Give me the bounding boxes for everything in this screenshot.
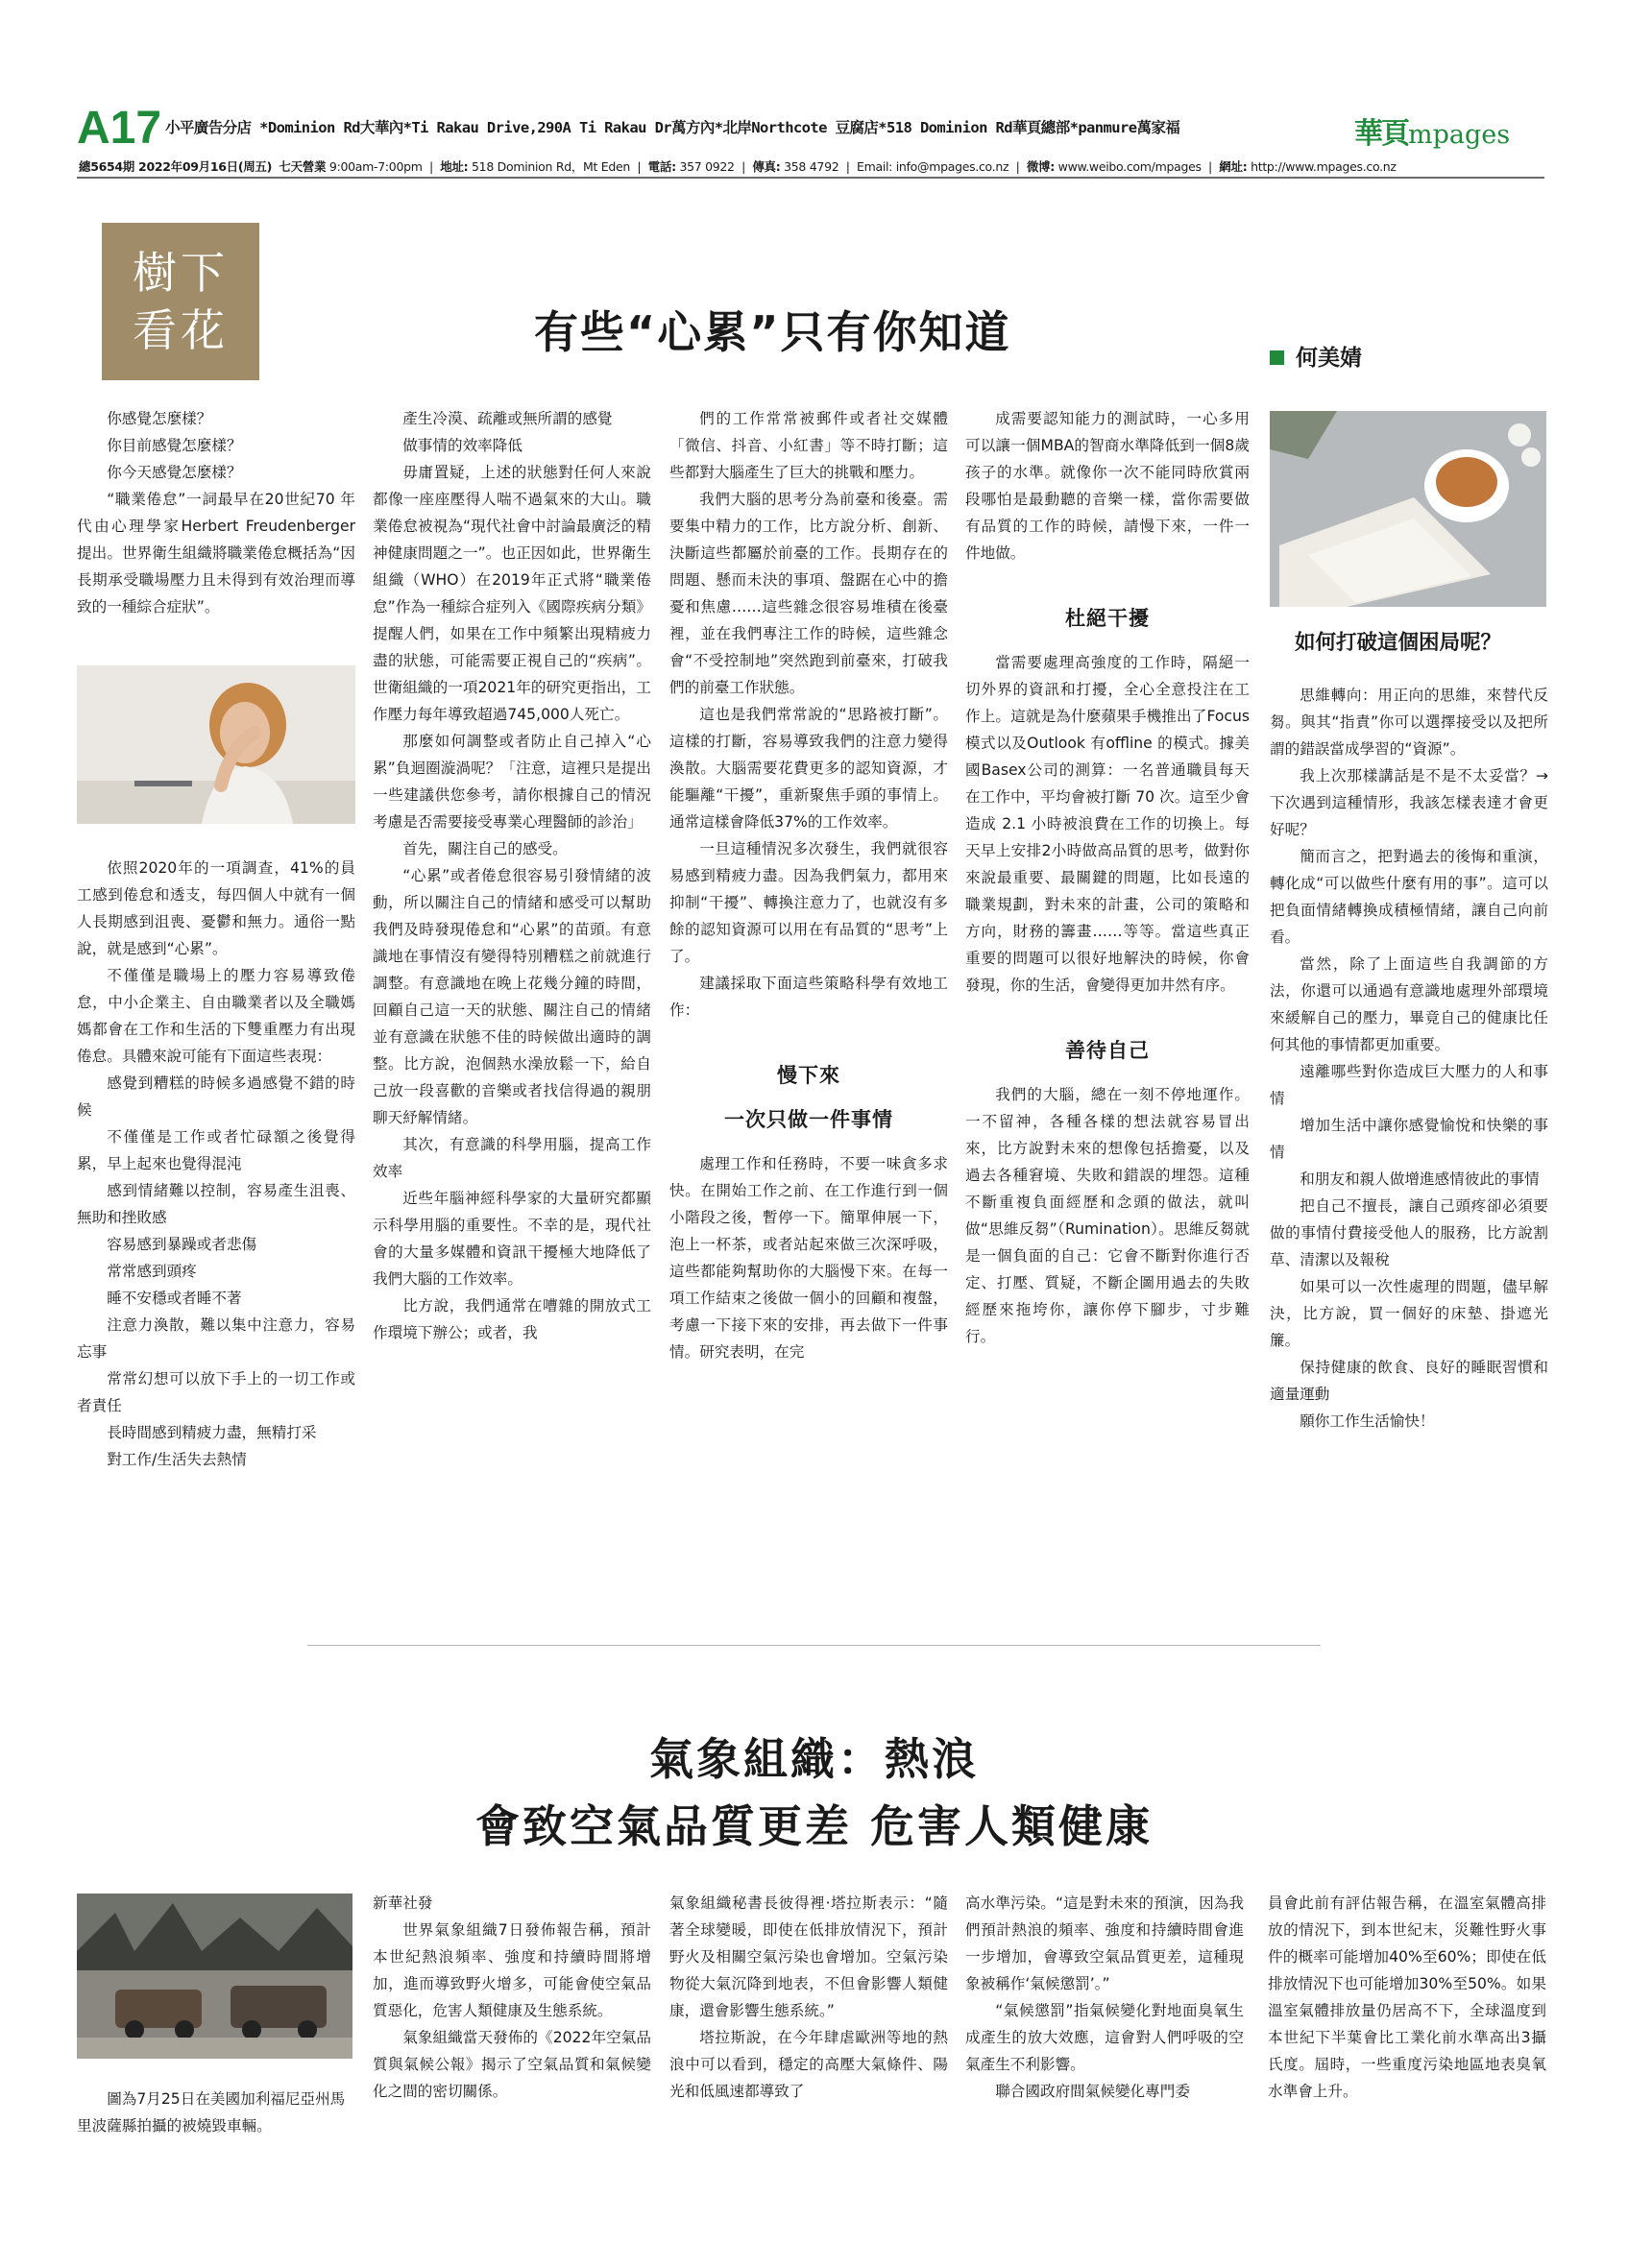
hours-label: 七天營業 xyxy=(279,159,327,174)
paragraph: 聯合國政府間氣候變化專門委 xyxy=(995,2083,1190,2100)
tea-and-book-illustration xyxy=(1270,411,1546,607)
paragraph: 我上次那樣講話是不是不太妥當？→ 下次遇到這種情形，我該怎樣表達才會更好呢？ xyxy=(1270,767,1548,838)
paragraph: 塔拉斯說，在今年肆虐歐洲等地的熱浪中可以看到，穩定的高壓大氣條件、陽光和低風速都導致了 xyxy=(669,2029,948,2100)
paragraph: 世界氣象組織7日發佈報告稱，預計本世紀熱浪頻率、強度和持續時間將增加，進而導致野火增多，可能會使空氣品質惡化，危害人類健康及生態系統。 xyxy=(373,1921,651,2019)
paragraph: “職業倦怠”一詞最早在20世紀70 年代由心理學家Herbert Freudenberger 提出。世界衛生組織將職業倦怠概括為“因長期承受職場壓力且未得到有效治理而導致的一種綜合症狀”。 xyxy=(77,491,355,615)
paragraph: 氣象組織當天發佈的《2022年空氣品質與氣候公報》揭示了空氣品質和氣候變化之間的密切關係。 xyxy=(373,2029,651,2100)
website-link[interactable]: http://www.mpages.co.nz xyxy=(1251,159,1397,174)
paragraph: 處理工作和任務時，不要一味貪多求快。在開始工作之前、在工作進行到一個小階段之後，暫停一下。簡單伸展一下，泡上一杯茶，或者站起來做三次深呼吸，這些都能夠幫助你的大腦慢下來。在每一項工作結束之後做一個小的回顧和複盤，考慮一下接下來的安排，再去做下一件事情。研究表明，在完 xyxy=(669,1155,948,1361)
paragraph: 思維轉向：用正向的思維，來替代反芻。與其“指責”你可以選擇接受以及把所謂的錯誤當成學習的“資源”。 xyxy=(1270,687,1548,758)
paragraph: 常常幻想可以放下手上的一切工作或者責任 xyxy=(77,1370,355,1414)
byline-square-icon xyxy=(1270,350,1284,365)
mpages-logo xyxy=(1354,109,1510,152)
paragraph: 建議採取下面這些策略科學有效地工作： xyxy=(669,975,948,1019)
paragraph: 們的工作常常被郵件或者社交媒體「微信、抖音、小紅書」等不時打斷；這些都對大腦產生了巨大的挑戰和壓力。 xyxy=(669,410,948,481)
paragraph: 簡而言之，把對過去的後悔和重演，轉化成“可以做些什麼有用的事”。這可以把負面情緒轉換成積極情緒，讓自己向前看。 xyxy=(1270,848,1548,946)
page-number: A17 xyxy=(77,103,162,154)
paragraph: “氣候懲罰”指氣候變化對地面臭氧生成產生的放大效應，這會對人們呼吸的空氣產生不利影響。 xyxy=(965,2002,1244,2073)
article2-title-line-1: 氣象組織：熱浪 xyxy=(649,1733,979,1785)
paragraph: 注意力渙散，難以集中注意力，容易忘事 xyxy=(77,1316,355,1361)
paragraph: 那麼如何調整或者防止自己掉入“心累”負迴圈漩渦呢？「注意，這裡只是提出一些建議供您參考，請你根據自己的情況考慮是否需要接受專業心理醫師的診治」 xyxy=(373,733,651,831)
tea-and-book-photo xyxy=(1270,411,1546,607)
paragraph: 你感覺怎麼樣？ xyxy=(107,410,212,427)
author-name: 何美婧 xyxy=(1296,345,1362,371)
article1-column-3 xyxy=(669,405,948,1365)
paragraph: 高水準污染。“這是對未來的預演，因為我們預計熱浪的頻率、強度和持續時間會進一步增加，會導致空氣品質更差，這種現象被稱作‘氣候懲罰’。” xyxy=(965,1894,1244,1992)
article1-column-1-bottom xyxy=(77,855,355,1473)
paragraph: 員會此前有評估報告稱，在溫室氣體高排放的情況下，到本世紀末，災難性野火事件的概率可能增加40%至60%；即使在低排放情況下也可能增加30%至50%。如果溫室氣體排放量仍居高不下，全球溫度到本世紀下半葉會比工業化前水準高出3攝氏度。屆時，一些重度污染地區地表臭氧水準會上升。 xyxy=(1268,1894,1546,2100)
paragraph: 把自己不擅長，讓自己頭疼卻必須要做的事情付費接受他人的服務，比方說割草、清潔以及報稅 xyxy=(1270,1197,1548,1268)
paragraph: 願你工作生活愉快！ xyxy=(1300,1412,1435,1430)
hours: 9:00am-7:00pm xyxy=(328,159,423,174)
paragraph: 做事情的效率降低 xyxy=(402,437,522,454)
article1-column-5 xyxy=(1270,682,1548,1435)
address-label: 地址: xyxy=(440,159,469,174)
breaking-the-deadlock-heading: 如何打破這個困局呢？ xyxy=(1295,631,1502,655)
weibo-link[interactable]: www.weibo.com/mpages xyxy=(1057,159,1202,174)
paragraph: 對工作/生活失去熱情 xyxy=(107,1451,247,1468)
paragraph: 近些年腦神經科學家的大量研究都顯示科學用腦的重要性。不幸的是，現代社會的大量多媒體和資訊干擾極大地降低了我們大腦的工作效率。 xyxy=(373,1190,651,1288)
article2-column-4 xyxy=(1268,1890,1546,2105)
web-label: 網址: xyxy=(1219,159,1248,174)
article2-column-3 xyxy=(965,1890,1244,2105)
paragraph: 感到情緒難以控制，容易產生沮喪、無助和挫敗感 xyxy=(77,1182,355,1226)
paragraph: 增加生活中讓你感覺愉悅和快樂的事情 xyxy=(1270,1117,1548,1161)
paragraph: 和朋友和親人做增進感情彼此的事情 xyxy=(1300,1170,1540,1188)
phone-label: 電話: xyxy=(647,159,676,174)
paragraph: 依照2020年的一項調查，41%的員工感到倦怠和透支，每四個人中就有一個人長期感到沮喪、憂鬱和無力。通俗一點說，就是感到“心累”。 xyxy=(77,859,355,957)
paragraph: 氣象組織秘書長彼得裡·塔拉斯表示：“隨著全球變暖，即使在低排放情況下，預計野火及相關空氣污染也會增加。空氣污染物從大氣沉降到地表，不但會影響人類健康，還會影響生態系統。” xyxy=(669,1894,948,2019)
paragraph: 長時間感到精疲力盡，無精打采 xyxy=(107,1424,317,1441)
fax-label: 傳真: xyxy=(752,159,781,174)
paragraph: 保持健康的飲食、良好的睡眠習慣和適量運動 xyxy=(1270,1359,1548,1403)
burned-vehicles-photo xyxy=(77,1894,352,2059)
header-divider xyxy=(77,177,1544,179)
phone: 357 0922 xyxy=(679,159,735,174)
paragraph: 比方說，我們通常在嘈雜的開放式工作環境下辦公；或者，我 xyxy=(373,1297,651,1341)
article2-title-line-2: 會致空氣品質更差 危害人類健康 xyxy=(474,1800,1153,1852)
article1-column-4 xyxy=(965,405,1250,1350)
paragraph: 一旦這種情況多次發生，我們就很容易感到精疲力盡。因為我們氣力，都用來抑制“干擾”、轉換注意力了，也就沒有多餘的認知資源可以用在有品質的“思考”上了。 xyxy=(669,840,948,965)
paragraph: 感覺到糟糕的時候多過感覺不錯的時候 xyxy=(77,1074,355,1119)
paragraph: 不僅僅是職場上的壓力容易導致倦怠，中小企業主、自由職業者以及全職媽媽都會在工作和生活的下雙重壓力有出現倦怠。具體來說可能有下面這些表現： xyxy=(77,967,355,1065)
paragraph: 遠離哪些對你造成巨大壓力的人和事情 xyxy=(1270,1063,1548,1107)
paragraph: 如果可以一次性處理的問題，儘早解決，比方說，買一個好的床墊、掛遮光簾。 xyxy=(1270,1278,1548,1349)
burned-vehicles-illustration xyxy=(77,1894,352,2059)
paragraph: 其次，有意識的科學用腦，提高工作效率 xyxy=(373,1136,651,1180)
subheading-one-thing: 一次只做一件事情 xyxy=(724,1107,893,1131)
column-badge-line2: 看花 xyxy=(133,304,229,356)
article-title: 有些“心累”只有你知道 xyxy=(534,306,1011,358)
paragraph: 產生冷漠、疏離或無所謂的感覺 xyxy=(402,410,613,427)
paragraph: 我們的大腦，總在一刻不停地運作。一不留神，各種各樣的想法就容易冒出來，比方說對未來的想像包括擔憂，以及過去各種窘境、失敗和錯誤的埋怨。這種不斷重複負面經歷和念頭的做法，就叫做“思維反芻”（Rumination）。思維反芻就是一個負面的自己：它會不斷對你進行否定、打壓、質疑，不斷企圖用過去的失敗經歷來拖垮你，讓你停下腳步，寸步難行。 xyxy=(965,1086,1250,1345)
header-info-line: 總5654期 2022年09月16日(周五) 七天營業 9:00am-7:00pm | 地址: 518 Dominion Rd，Mt Eden | 電話: 357 0922 | 傳真: 358 4792 | Email: info@mpages.co.nz | 微博: www.weibo.com/mpages | 網址: http://www.mpages.co.nz xyxy=(79,159,1397,174)
subheading-slow-down: 慢下來 xyxy=(777,1063,840,1087)
paragraph: 常常感到頭疼 xyxy=(107,1263,197,1280)
author-byline xyxy=(1270,340,1362,372)
paragraph: “心累”或者倦怠很容易引發情緒的波動，所以關注自己的情緒和感受可以幫助我們及時發現倦怠和“心累”的苗頭。有意識地在事情沒有變得特別糟糕之前就進行調整。有意識地在晚上花幾分鐘的時間，回顧自己這一天的狀態、關注自己的情緒並有意識在狀態不佳的時候做出適時的調整。比方說，泡個熱水澡放鬆一下，給自己放一段喜歡的音樂或者找信得過的親朋聊天紓解情緒。 xyxy=(373,867,651,1126)
email[interactable]: Email: info@mpages.co.nz xyxy=(856,159,1009,174)
photo-caption: 圖為7月25日在美國加利福尼亞州馬里波薩縣拍攝的被燒毀車輛。 xyxy=(77,2090,346,2135)
article-divider xyxy=(307,1645,1321,1646)
paragraph: 不僅僅是工作或者忙碌額之後覺得累，早上起來也覺得混沌 xyxy=(77,1128,355,1172)
paragraph: 當然，除了上面這些自我調節的方法，你還可以通過有意識地處理外部環境來緩解自己的壓力，畢竟自己的健康比任何其他的事情都更加重要。 xyxy=(1270,955,1548,1053)
paragraph: 你目前感覺怎麼樣？ xyxy=(107,437,242,454)
paragraph: 我們大腦的思考分為前臺和後臺。需要集中精力的工作，比方說分析、創新、決斷這些都屬於前臺的工作。長期存在的問題、懸而未決的事項、盤踞在心中的擔憂和焦慮……這些雜念很容易堆積在後臺裡，並在我們專注工作的時候，這些雜念會“不受控制地”突然跑到前臺來，打破我們的前臺工作狀態。 xyxy=(669,491,948,696)
paragraph: 當需要處理高強度的工作時，隔絕一切外界的資訊和打擾，全心全意投注在工作上。這就是為什麼蘋果手機推出了Focus 模式以及Outlook 有offline 的模式。據美國Basex公司的測算：一名普通職員每天在工作中，平均會被打斷 70 次。這至少會造成 2.1 小時被浪費在工作的切換上。每天早上安排2小時做高品質的思考，做對你來說最重要、最關鍵的問題，比如長遠的職業規劃，對未來的計畫，公司的策略和方向，財務的籌畫……等等。當這些真正重要的問題可以很好地解決的時候，你會發現，你的生活，會變得更加井然有序。 xyxy=(965,654,1250,994)
woman-headache-photo xyxy=(77,665,355,824)
article2-column-2 xyxy=(669,1890,948,2105)
paragraph: 毋庸置疑，上述的狀態對任何人來說都像一座座壓得人喘不過氣來的大山。職業倦怠被視為“現代社會中討論最廣泛的精神健康問題之一”。也正因如此，世界衛生組織（WHO）在2019年正式將“職業倦怠”作為一種綜合症列入《國際疾病分類》提醒人們，如果在工作中頻繁出現精疲力盡的狀態，可能需要正視自己的“疾病”。世衛組織的一項2021年的研究更指出，工作壓力每年導致超過745,000人死亡。 xyxy=(373,464,651,723)
article1-column-1-top xyxy=(77,405,355,620)
column-badge-line1: 樹下 xyxy=(133,247,229,299)
paragraph: 容易感到暴躁或者悲傷 xyxy=(107,1236,257,1253)
address: 518 Dominion Rd，Mt Eden xyxy=(472,159,631,174)
woman-headache-illustration xyxy=(77,665,355,824)
shop-locations: 小平廣告分店 *Dominion Rd大華內*Ti Rakau Drive,290A Ti Rakau Dr萬方內*北岸Northcote 豆腐店*518 Dominion Rd華頁總部*panmure萬家福 xyxy=(165,119,1180,136)
column-badge xyxy=(102,223,259,380)
paragraph: 新華社發 xyxy=(373,1894,433,1912)
logo-chinese: 華頁 xyxy=(1354,117,1408,151)
subheading-be-kind: 善待自己 xyxy=(1065,1038,1150,1062)
subheading-avoid-distraction: 杜絕干擾 xyxy=(1065,606,1150,630)
paragraph: 這也是我們常常說的“思路被打斷”。這樣的打斷，容易導致我們的注意力變得渙散。大腦需要花費更多的認知資源，才能驅離“干擾”，重新聚焦手頭的事情上。通常這樣會降低37%的工作效率。 xyxy=(669,706,948,831)
article1-column-2 xyxy=(373,405,651,1346)
paragraph: 成需要認知能力的測試時，一心多用可以讓一個MBA的智商水準降低到一個8歲孩子的水準。就像你一次不能同時欣賞兩段哪怕是最動聽的音樂一樣，當你需要做有品質的工作的時候，請慢下來，一件一件地做。 xyxy=(965,410,1250,562)
paragraph: 睡不安穩或者睡不著 xyxy=(107,1290,242,1307)
issue-date: 總5654期 2022年09月16日(周五) xyxy=(79,159,273,174)
paragraph: 你今天感覺怎麼樣？ xyxy=(107,464,242,481)
article2-column-1 xyxy=(373,1890,651,2105)
weibo-label: 微博: xyxy=(1026,159,1055,174)
logo-english: mpages xyxy=(1408,120,1511,150)
fax: 358 4792 xyxy=(784,159,839,174)
paragraph: 首先，關注自己的感受。 xyxy=(402,840,568,857)
